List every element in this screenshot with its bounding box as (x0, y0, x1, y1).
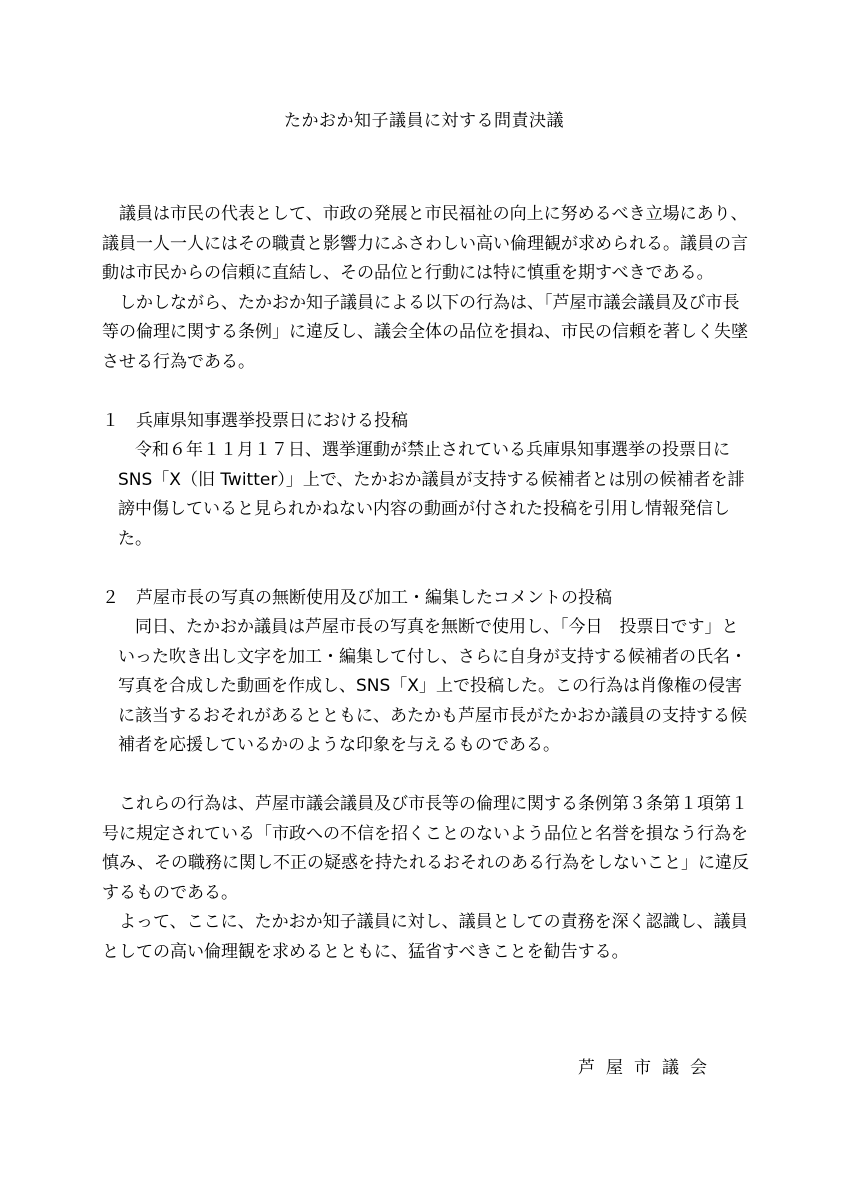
intro-paragraph-2: しかしながら、たかおか知子議員による以下の行為は、「芦屋市議会議員及び市長等の倫理に関する条例」に違反し、議会全体の品位を損ね、市民の信頼を著しく失墜させる行為である。 (102, 292, 748, 372)
conclusion-paragraph-1: これらの行為は、芦屋市議会議員及び市長等の倫理に関する条例第３条第１項第１号に規定されている「市政への不信を招くことのないよう品位と名誉を損なう行為を慎み、その職務に関し不正の疑惑を持たれるおそれのある行為をしないこと」に違反するものである。 (102, 794, 750, 903)
item-1-body (102, 436, 752, 554)
item-2-text: 同日、たかおか議員は芦屋市長の写真を無断で使用し、「今日 投票日です」といった吹き出し文字を加工・編集して付し、さらに自身が支持する候補者の氏名・写真を合成した動画を作成し、SNS「X」上で投稿した。この行為は肖像権の侵害に該当するおそれがあるとともに、あたかも芦屋市長がたかおか議員の支持する候補者を応援しているかのような印象を与えるものである。 (118, 617, 747, 755)
intro-paragraph-1: 議員は市民の代表として、市政の発展と市民福祉の向上に努めるべき立場にあり、議員一人一人にはその職責と影響力にふさわしい高い倫理観が求められる。議員の言動は市民からの信頼に直結し、その品位と行動には特に慎重を期すべきである。 (102, 204, 748, 283)
item-2-heading: ２ 芦屋市長の写真の無断使用及び加工・編集したコメントの投稿 (102, 587, 612, 608)
conclusion-paragraph-2: よって、ここに、たかおか知子議員に対し、議員としての責務を深く認識し、議員としての高い倫理観を求めるとともに、猛省すべきことを勧告する。 (102, 912, 748, 962)
document-title: たかおか知子議員に対する問責決議 (284, 111, 564, 131)
item-1-text: 令和６年１１月１７日、選挙運動が禁止されている兵庫県知事選挙の投票日にSNS「X（旧 Twitter）」上で、たかおか議員が支持する候補者とは別の候補者を誹謗中傷していると見られかねない内容の動画が付された投稿を引用し情報発信した。 (118, 440, 745, 549)
resolution-body (102, 200, 752, 967)
signature: 芦屋市議会 (578, 1058, 718, 1078)
item-2-body (102, 613, 752, 761)
item-1-heading: １ 兵庫県知事選挙投票日における投稿 (102, 410, 408, 431)
